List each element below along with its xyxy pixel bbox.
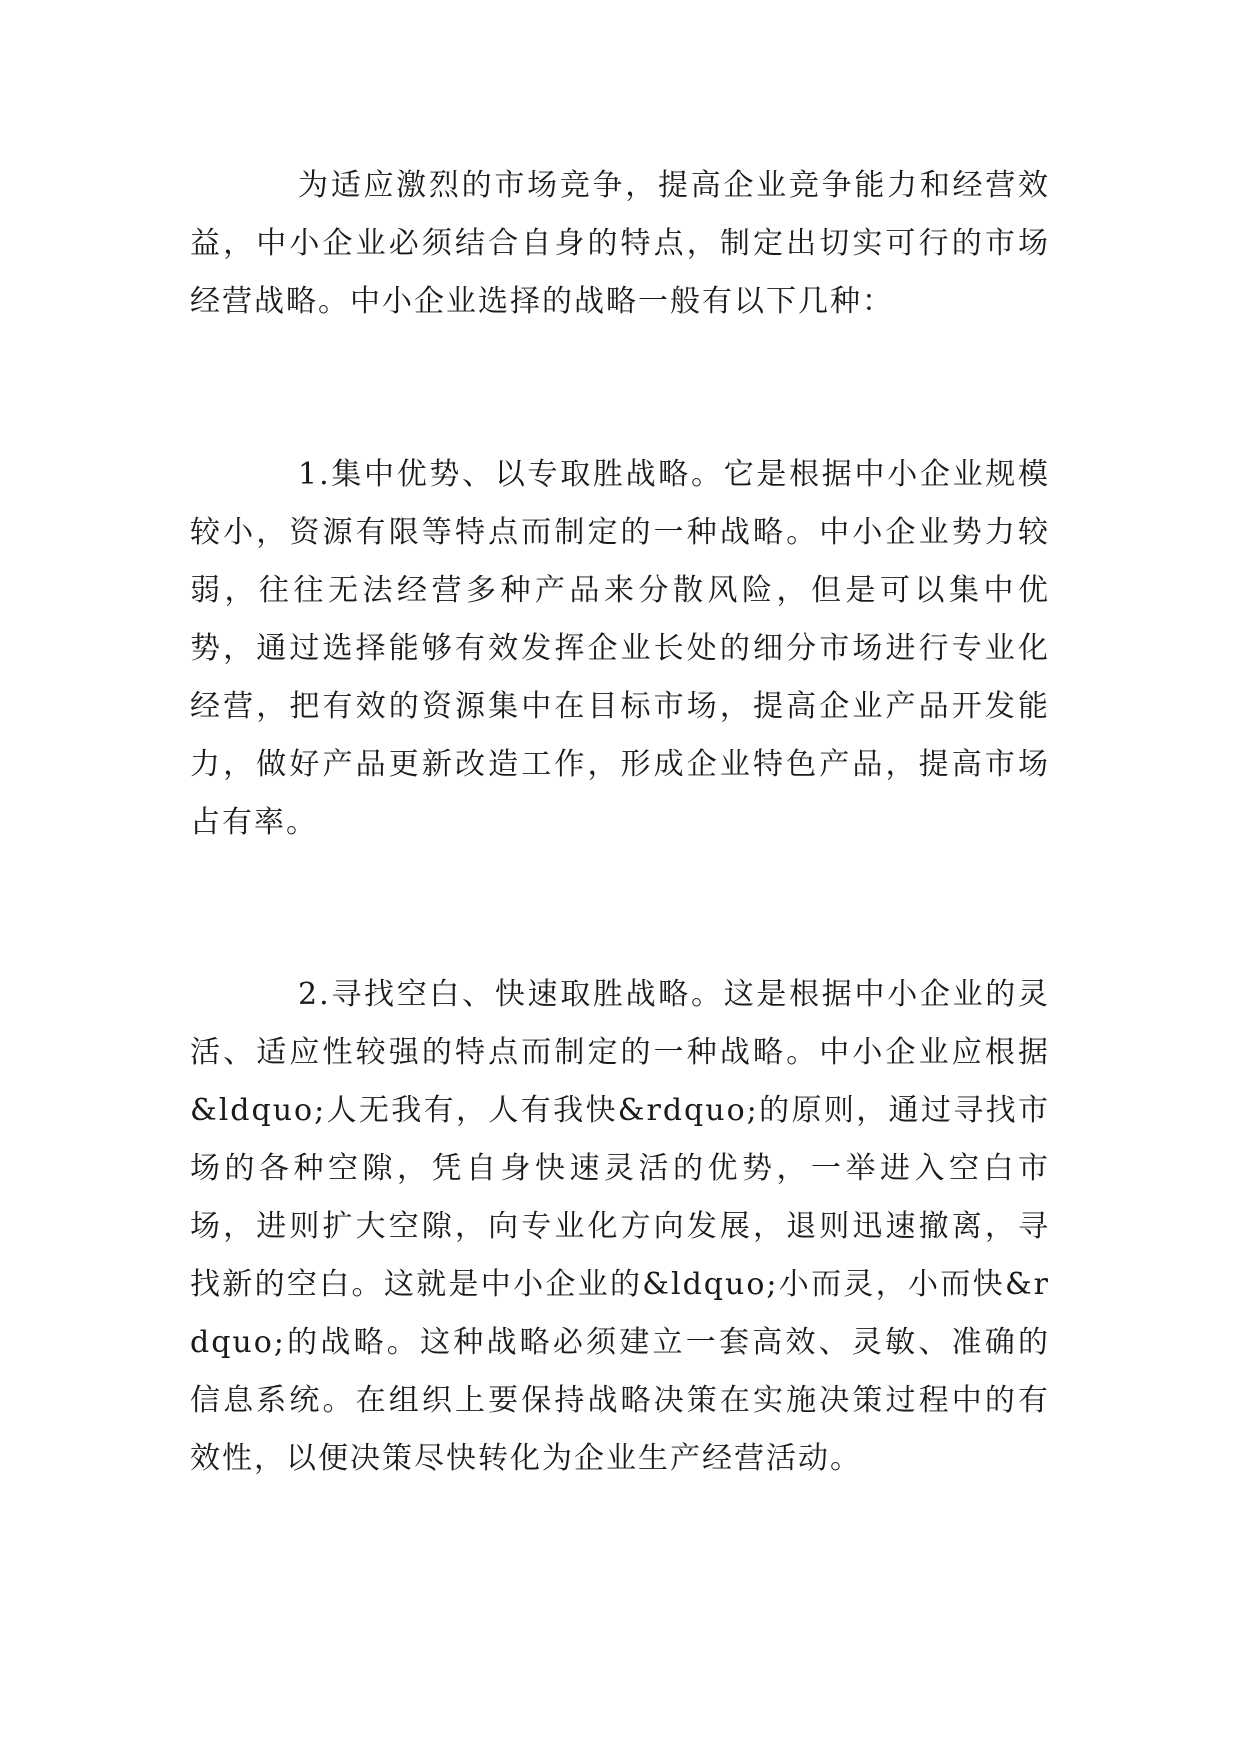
intro-paragraph: 为适应激烈的市场竞争，提高企业竞争能力和经营效益，中小企业必须结合自身的特点，制定出切实可行的市场经营战略。中小企业选择的战略一般有以下几种： bbox=[190, 168, 1050, 319]
strategy-item-1-paragraph: 1.集中优势、以专取胜战略。它是根据中小企业规模较小，资源有限等特点而制定的一种战略。中小企业势力较弱，往往无法经营多种产品来分散风险，但是可以集中优势，通过选择能够有效发挥企业长处的细分市场进行专业化经营，把有效的资源集中在目标市场，提高企业产品开发能力，做好产品更新改造工作，形成企业特色产品，提高市场占有率。 bbox=[190, 457, 1050, 840]
strategy-item-2-paragraph: 2.寻找空白、快速取胜战略。这是根据中小企业的灵活、适应性较强的特点而制定的一种战略。中小企业应根据&ldquo;人无我有，人有我快&rdquo;的原则，通过寻找市场的各种空隙，凭自身快速灵活的优势，一举进入空白市场，进则扩大空隙，向专业化方向发展，退则迅速撤离，寻找新的空白。这就是中小企业的&ldquo;小而灵，小而快&rdquo;的战略。这种战略必须建立一套高效、灵敏、准确的信息系统。在组织上要保持战略决策在实施决策过程中的有效性，以便决策尽快转化为企业生产经营活动。 bbox=[190, 977, 1050, 1476]
